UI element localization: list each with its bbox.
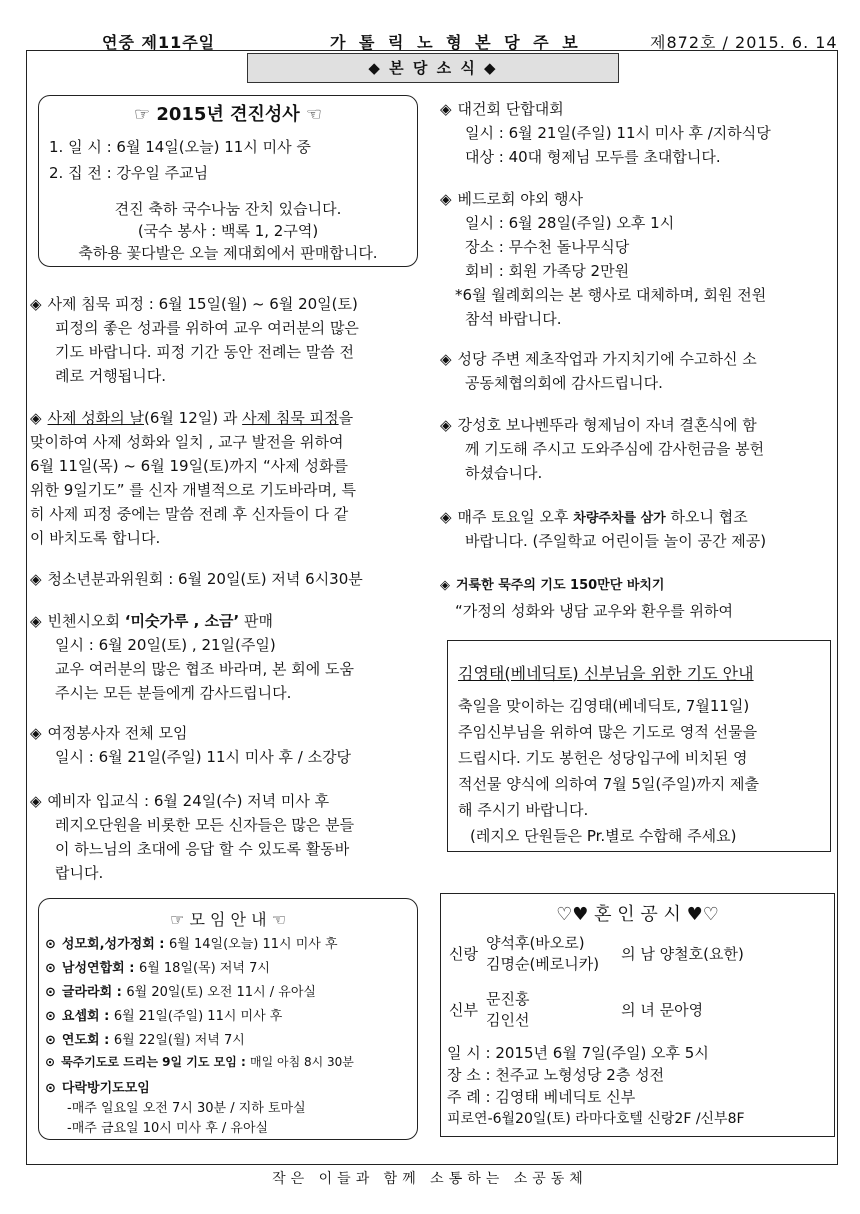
meeting-item <box>45 1077 150 1096</box>
marriage-officiant: 주 례 : 김영태 베네딕토 신부 <box>447 1088 636 1106</box>
sanctification-line3: 6월 11일(목) ~ 6월 19일(토)까지 “사제 성화를 <box>30 457 348 475</box>
bride-father: 문진홍 <box>485 990 530 1008</box>
header-title: 가 톨 릭 노 형 본 당 주 보 <box>330 33 582 52</box>
parking-line2: 바랍니다. (주일학교 어린이들 놀이 공간 제공) <box>465 532 767 550</box>
vincent-line2: 일시 : 6월 20일(토) , 21일(주일) <box>55 636 276 654</box>
vincent-line1 <box>30 610 273 631</box>
donation-line3: 하셨습니다. <box>465 464 543 482</box>
meetings-title: ☞ 모 임 안 내 ☜ <box>170 910 286 929</box>
confirmation-note1: 견진 축하 국수나눔 잔치 있습니다. <box>114 200 342 218</box>
meeting-name: 성모회,성가정회 : <box>61 937 170 952</box>
footer-motto: 작은 이들과 함께 소통하는 소공동체 <box>272 1171 588 1187</box>
header-issue: 제872호 / 2015. 6. 14 <box>650 33 838 52</box>
sanctification-line5: 히 사제 피정 중에는 말씀 전례 후 신자들이 다 같 <box>30 505 349 523</box>
confirmation-note3: 축하용 꽃다발은 오늘 제대회에서 판매합니다. <box>78 244 378 262</box>
vincent-name: 빈첸시오회 <box>47 612 125 630</box>
marriage-date: 일 시 : 2015년 6월 7일(주일) 오후 5시 <box>447 1044 709 1062</box>
sanctification-day: 사제 성화의 날 <box>47 409 145 427</box>
vincent-products: ‘미숫가루 , 소금’ <box>124 612 240 630</box>
parking-when: 매주 토요일 오후 <box>457 508 574 526</box>
catechumen-line1: ◈ 예비자 입교식 : 6월 24일(수) 저녁 미사 후 <box>30 790 329 811</box>
rosary-line2: “가정의 성화와 냉담 교우와 환우를 위하여 <box>455 602 733 620</box>
bedero-line1: ◈ 베드로회 야외 행사 <box>440 188 583 209</box>
meetings-box <box>38 898 418 1140</box>
vincent-line3: 교우 여러분의 많은 협조 바라며, 본 회에 도움 <box>55 660 354 678</box>
bride-row <box>445 986 748 1032</box>
vincent-sale: 판매 <box>239 612 273 630</box>
marriage-reception: 피로연-6월20일(토) 라마다호텔 신랑2F /신부8F <box>447 1111 745 1127</box>
meeting-item <box>45 1053 354 1070</box>
marriage-box <box>440 893 835 1137</box>
sanctification-date: (6월 12일) 과 <box>144 409 243 427</box>
meeting-sub2: -매주 금요일 10시 미사 후 / 유아실 <box>67 1121 269 1136</box>
priest-prayer-line5: 해 주시기 바랍니다. <box>458 801 589 819</box>
priest-prayer-box <box>447 640 831 852</box>
bride-parents <box>482 986 603 1032</box>
confirmation-note2: (국수 봉사 : 백록 1, 2구역) <box>137 222 319 240</box>
catechumen-line2: 레지오단원을 비롯한 모든 신자들은 많은 분들 <box>55 816 355 834</box>
retreat-line1: ◈ 사제 침묵 피정 : 6월 15일(월) ~ 6월 20일(토) <box>30 293 358 314</box>
groom-father: 양석후(바오로) <box>485 934 585 952</box>
daegeon-line1: ◈ 대건회 단합대회 <box>440 98 564 119</box>
header-week: 연중 제11주일 <box>102 33 216 52</box>
meeting-item <box>45 933 338 952</box>
priest-prayer-line1: 축일을 맞이하는 김영태(베네딕토, 7월11일) <box>458 697 750 715</box>
women-line2: 일시 : 6월 21일(주일) 11시 미사 후 / 소강당 <box>55 748 352 766</box>
bride-relation: 의 녀 문아영 <box>621 1000 704 1019</box>
donation-line2: 께 기도해 주시고 도와주심에 감사헌금을 봉헌 <box>465 440 765 458</box>
meeting-item <box>45 1005 282 1024</box>
parking-restriction: 차량주차를 삼가 <box>573 511 666 526</box>
catechumen-line4: 랍니다. <box>55 864 104 882</box>
marriage-place: 장 소 : 천주교 노형성당 2층 성전 <box>447 1066 665 1084</box>
priest-prayer-line2: 주임신부님을 위하여 많은 기도로 영적 선물을 <box>458 723 758 741</box>
youth-notice: ◈ 청소년분과위원회 : 6월 20일(토) 저녁 6시30분 <box>30 568 363 589</box>
section-title: ◆ 본 당 소 식 ◆ <box>247 53 619 83</box>
vincent-line4: 주시는 모든 분들에게 감사드립니다. <box>55 684 292 702</box>
bedero-line2: 일시 : 6월 28일(주일) 오후 1시 <box>465 214 675 232</box>
retreat-line3: 기도 바랍니다. 피정 기간 동안 전례는 말씀 전 <box>55 343 354 361</box>
meeting-name: 다락방기도모임 <box>61 1081 150 1096</box>
bedero-line3: 장소 : 무수천 돌나무식당 <box>465 238 630 256</box>
confirmation-celebrant: 2. 집 전 : 강우일 주교님 <box>49 164 209 182</box>
bedero-line4: 회비 : 회원 가족당 2만원 <box>465 262 630 280</box>
sanctification-line2: 맞이하여 사제 성화와 일치 , 교구 발전을 위하여 <box>30 433 344 451</box>
meeting-name: 글라라회 : <box>61 985 127 1000</box>
priest-prayer-line4: 적선물 양식에 의하여 7월 5일(주일)까지 제출 <box>458 775 759 793</box>
weeding-line1: ◈ 성당 주변 제초작업과 가지치기에 수고하신 소 <box>440 348 757 369</box>
meeting-time: 6월 20일(토) 오전 11시 / 유아실 <box>126 985 316 1000</box>
groom-relation: 의 남 양철호(요한) <box>621 944 744 963</box>
meeting-name: 남성연합회 : <box>61 961 139 976</box>
rosary-line1: ◈ 거룩한 묵주의 기도 150만단 바치기 <box>440 574 665 593</box>
daegeon-line3: 대상 : 40대 형제님 모두를 초대합니다. <box>465 148 721 166</box>
meeting-time: 6월 22일(월) 저녁 7시 <box>113 1033 245 1048</box>
sanctification-line6: 이 바치도록 합니다. <box>30 529 161 547</box>
women-line1: ◈ 여정봉사자 전체 모임 <box>30 722 188 743</box>
marriage-title: ♡♥ 혼 인 공 시 ♥♡ <box>556 904 719 925</box>
bride-label: 신부 <box>449 1000 478 1019</box>
meeting-item <box>45 981 316 1000</box>
priest-prayer-line6: (레지오 단원들은 Pr.별로 수합해 주세요) <box>470 827 737 845</box>
priest-prayer-line3: 드립시다. 기도 봉헌은 성당입구에 비치된 영 <box>458 749 748 767</box>
groom-parents <box>482 930 603 976</box>
meeting-name: 요셉회 : <box>61 1009 114 1024</box>
retreat-line4: 례로 거행됩니다. <box>55 367 166 385</box>
meeting-item <box>45 957 270 976</box>
meeting-time: 6월 14일(오늘) 11시 미사 후 <box>169 937 338 952</box>
sanctification-line1 <box>30 407 353 428</box>
meeting-time: 6월 21일(주일) 11시 미사 후 <box>113 1009 283 1024</box>
groom-label: 신랑 <box>449 944 478 963</box>
groom-mother: 김명순(베로니카) <box>485 955 600 973</box>
confirmation-box <box>38 95 418 267</box>
meeting-item <box>45 1029 245 1048</box>
daegeon-line2: 일시 : 6월 21일(주일) 11시 미사 후 /지하식당 <box>465 124 771 142</box>
bride-mother: 김인선 <box>485 1011 530 1029</box>
confirmation-title: ☞ 2015년 견진성사 ☜ <box>133 104 323 125</box>
donation-line1: ◈ 강성호 보나벤뚜라 형제님이 자녀 결혼식에 함 <box>440 414 757 435</box>
sanctification-line4: 위한 9일기도” 를 신자 개별적으로 기도바라며, 특 <box>30 481 357 499</box>
catechumen-line3: 이 하느님의 초대에 응답 할 수 있도록 활동바 <box>55 840 350 858</box>
parking-request: 하오니 협조 <box>665 508 748 526</box>
sanctification-particle: 을 <box>338 409 354 427</box>
priest-prayer-title: 김영태(베네딕토) 신부님을 위한 기도 안내 <box>458 664 754 683</box>
sanctification-retreat: 사제 침묵 피정 <box>242 409 339 427</box>
marriage-table <box>445 930 748 1032</box>
groom-row <box>445 930 748 976</box>
meeting-time: 매일 아침 8시 30분 <box>249 1055 354 1069</box>
meeting-name: 연도회 : <box>61 1033 114 1048</box>
confirmation-date: 1. 일 시 : 6월 14일(오늘) 11시 미사 중 <box>49 138 311 156</box>
bedero-line6: 참석 바랍니다. <box>465 310 562 328</box>
parking-line1 <box>440 506 748 527</box>
meeting-sub1: -매주 일요일 오전 7시 30분 / 지하 토마실 <box>67 1101 306 1116</box>
bedero-line5: *6월 월례회의는 본 행사로 대체하며, 회원 전원 <box>455 286 767 304</box>
meeting-time: 6월 18일(목) 저녁 7시 <box>138 961 270 976</box>
weeding-line2: 공동체협의회에 감사드립니다. <box>465 374 663 392</box>
retreat-line2: 피정의 좋은 성과를 위하여 교우 여러분의 많은 <box>55 319 359 337</box>
meeting-name: 묵주기도로 드리는 9일 기도 모임 : <box>61 1055 250 1069</box>
